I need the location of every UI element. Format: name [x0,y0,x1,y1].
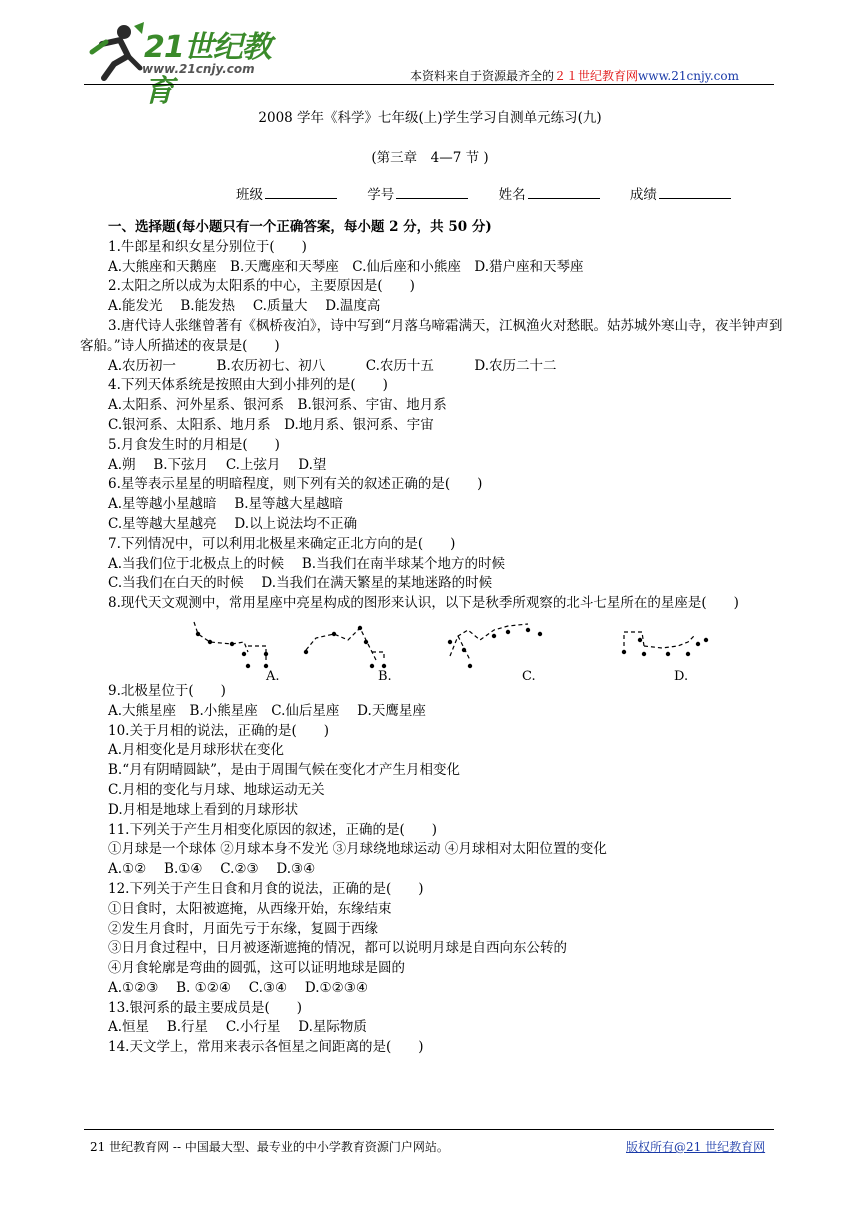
question-12: 12.下列关于产生日食和月食的说法，正确的是( ) [108,880,424,897]
question-5: 5.月食发生时的月相是( ) [108,436,280,453]
logo-text: 21世纪教育 [144,30,271,109]
question-7: 7.下列情况中，可以利用北极星来确定正北方向的是( ) [108,535,456,552]
q4-options-1: A.太阳系、河外星系、银河系 B.银河系、宇宙、地月系 [108,397,447,414]
q12-statement-1: ①日食时，太阳被遮掩，从西缘开始，东缘结束 [108,900,392,917]
q12-options: A.①②③ B. ①②④ C.③④ D.①②③④ [108,979,368,996]
q7-options-1: A.当我们位于北极点上的时候 B.当我们在南半球某个地方的时候 [108,555,506,572]
question-1: 1.牛郎星和织女星分别位于( ) [108,238,307,255]
footer-copyright-link[interactable]: 版权所有@21 世纪教育网 [626,1140,766,1154]
question-8: 8.现代天文观测中，常用星座中亮星构成的图形来认识，以下是秋季所观察的北斗七星所在的星座是( ) [108,595,739,612]
q11-statements: ①月球是一个球体 ②月球本身不发光 ③月球绕地球运动 ④月球相对太阳位置的变化 [108,841,607,858]
q6-options-1: A.星等越小星越暗 B.星等越大星越暗 [108,496,344,513]
q3-options: A.农历初一 B.农历初七、初八 C.农历十五 D.农历二十二 [108,357,557,374]
score-blank[interactable] [659,186,731,199]
constellation-b [306,628,384,660]
constellation-diagram [188,620,788,682]
question-6: 6.星等表示星星的明暗程度，则下列有关的叙述正确的是( ) [108,476,483,493]
class-field [236,183,337,203]
section-heading: 一、选择题(每小题只有一个正确答案，每小题 2 分，共 50 分) [108,219,492,235]
header-note-prefix: 本资料来自于资源最齐全的 [410,69,555,83]
q4-options-2: C.银河系、太阳系、地月系 D.地月系、银河系、宇宙 [108,416,434,433]
footer-text: 21 世纪教育网 -- 中国最大型、最专业的中小学教育资源门户网站。 [90,1140,449,1154]
number-blank[interactable] [396,186,468,199]
q10-option-d: D.月相是地球上看到的月球形状 [108,801,299,818]
q7-options-2: C.当我们在白天的时候 D.当我们在满天繁星的某地迷路的时候 [108,575,493,592]
q12-statement-4: ④月食轮廓是弯曲的圆弧，这可以证明地球是圆的 [108,960,405,977]
q12-statement-2: ②发生月食时，月面先亏于东缘，复圆于西缘 [108,920,378,937]
question-list [80,218,783,1058]
score-field [630,183,731,203]
question-13: 13.银河系的最主要成员是( ) [108,999,303,1016]
q11-options: A.①② B.①④ C.②③ D.③④ [108,861,316,878]
q10-option-b: B.“月有阴晴圆缺”，是由于周围气候在变化才产生月相变化 [108,762,461,779]
page-title: 2008 学年《科学》七年级(上)学生学习自测单元练习(九) [258,110,602,126]
q5-options: A.朔 B.下弦月 C.上弦月 D.望 [108,456,327,473]
footer-divider [84,1129,774,1130]
constellation-d-stars [622,638,708,656]
header-note [410,67,739,84]
figure-label-a: A. [266,668,280,682]
q13-options: A.恒星 B.行星 C.小行星 D.星际物质 [108,1019,367,1036]
header-note-url[interactable]: www.21cnjy.com [638,69,739,83]
header-divider [84,84,774,85]
logo [84,22,294,109]
q10-option-a: A.月相变化是月球形状在变化 [108,742,285,759]
header-note-site[interactable]: ２１世纪教育网 [554,69,639,83]
logo-url: www.21cnjy.com [142,62,255,76]
question-14: 14.天文学上，常用来表示各恒星之间距离的是( ) [108,1039,424,1056]
question-3: 3.唐代诗人张继曾著有《枫桥夜泊》，诗中写到“月落乌啼霜满天，江枫渔火对愁眠。姑苏城外寒山寺，夜半钟声到客船。”诗人所描述的夜景是( ) [80,317,783,354]
constellation-c [450,624,528,660]
question-10: 10.关于月相的说法，正确的是( ) [108,722,330,739]
name-field [499,183,600,203]
student-info-row [236,183,757,203]
q2-options: A.能发光 B.能发热 C.质量大 D.温度高 [108,298,381,315]
q6-options-2: C.星等越大星越亮 D.以上说法均不正确 [108,515,358,532]
constellation-d [624,632,694,648]
question-9: 9.北极星位于( ) [108,682,226,699]
figure-label-d: D. [674,668,689,682]
runner-icon [84,22,146,82]
constellation-b-stars [304,626,386,668]
name-blank[interactable] [528,186,600,199]
q1-options: A.大熊座和天鹅座 B.天鹰座和天琴座 C.仙后座和小熊座 D.猎户座和天琴座 [108,258,584,275]
number-field [367,183,468,203]
constellation-a-stars [196,632,268,668]
q9-options: A.大熊星座 B.小熊星座 C.仙后星座 D.天鹰星座 [108,702,426,719]
question-2: 2.太阳之所以成为太阳系的中心，主要原因是( ) [108,278,415,295]
constellation-c-stars [448,628,542,668]
name-label: 姓名 [498,187,526,203]
figure-label-c: C. [522,668,536,682]
class-label: 班级 [236,187,263,203]
class-blank[interactable] [265,186,337,199]
figure-label-b: B. [378,668,392,682]
q10-option-c: C.月相的变化与月球、地球运动无关 [108,781,325,798]
q12-statement-3: ③日月食过程中，日月被逐渐遮掩的情况，都可以说明月球是自西向东公转的 [108,940,567,957]
score-label: 成绩 [629,187,657,203]
question-11: 11.下列关于产生月相变化原因的叙述，正确的是( ) [108,821,438,838]
constellation-a [194,622,266,660]
question-4: 4.下列天体系统是按照由大到小排列的是( ) [108,377,388,394]
number-label: 学号 [367,187,395,203]
page-subtitle: (第三章 4—7 节 ) [371,150,489,166]
constellation-figures [108,620,783,680]
